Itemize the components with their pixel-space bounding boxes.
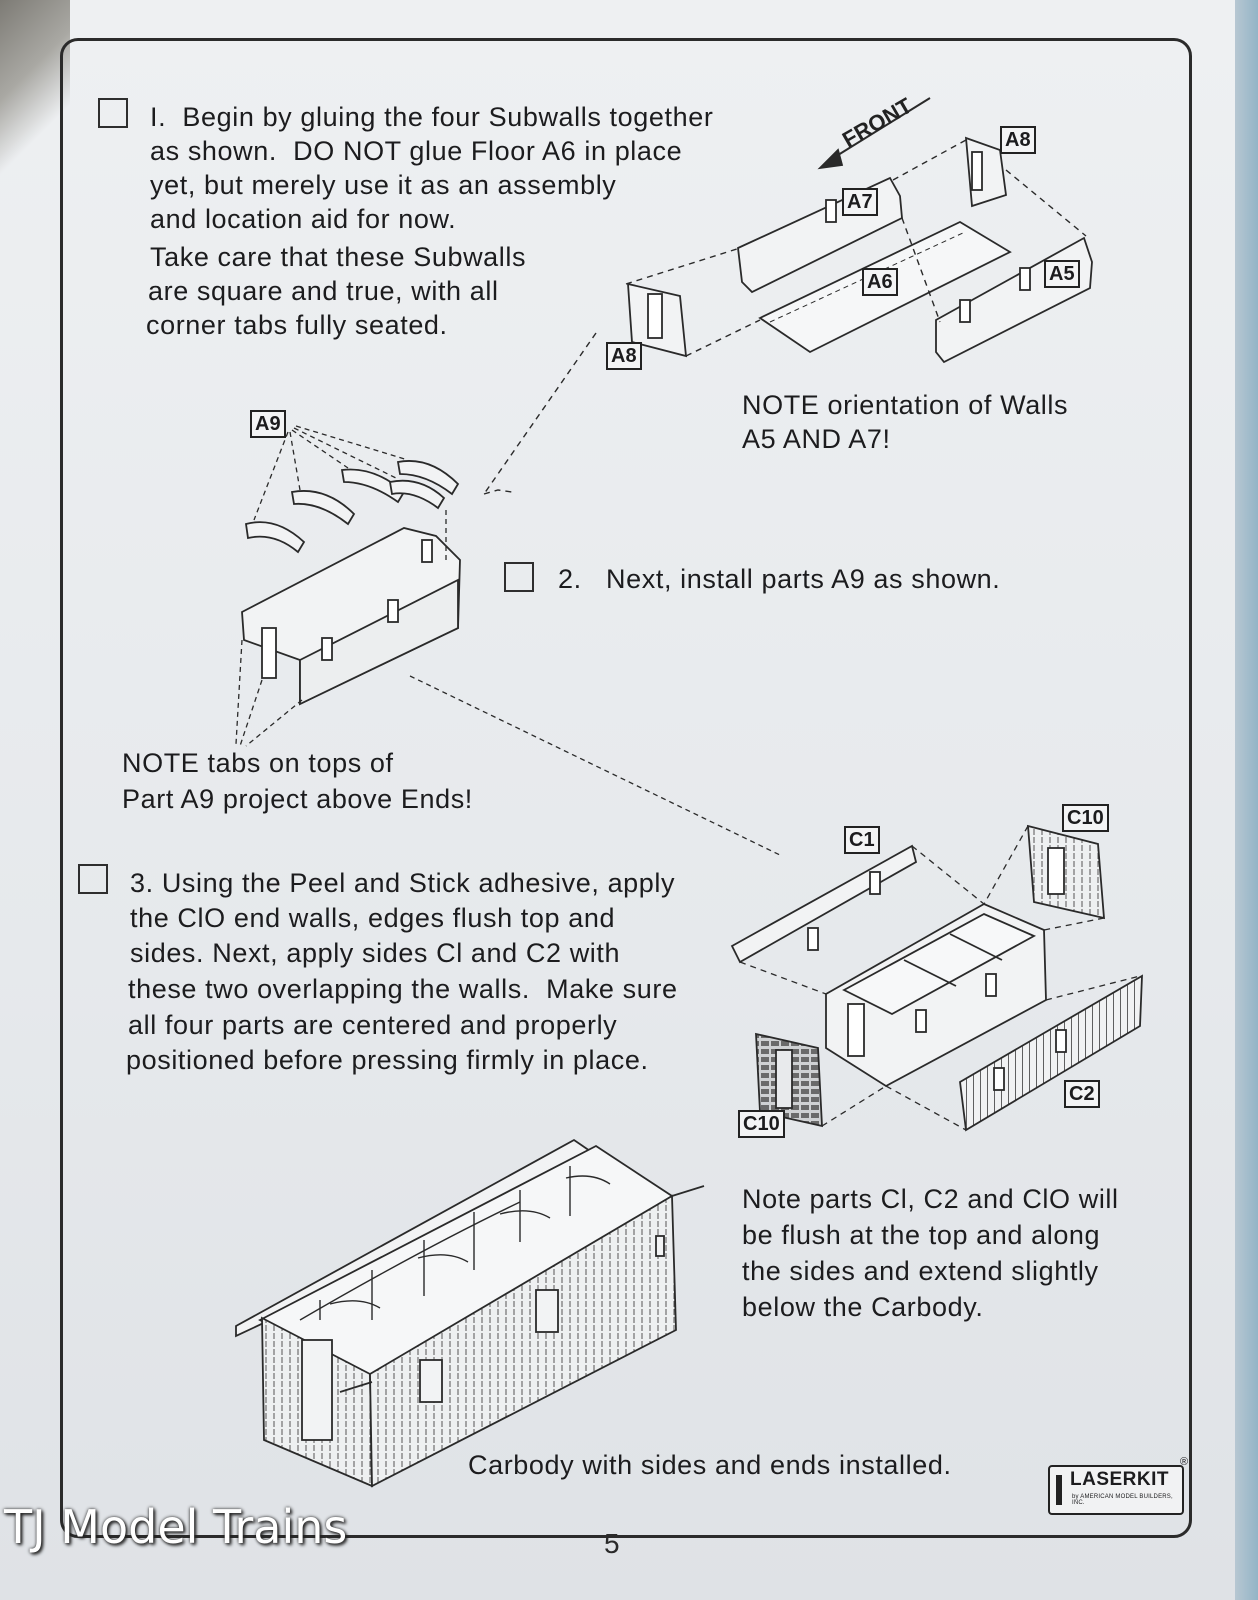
watermark: TJ Model Trains xyxy=(4,1500,348,1554)
step2-text: 2. Next, install parts A9 as shown. xyxy=(558,564,1001,594)
note-tabs-line-1: NOTE tabs on tops of xyxy=(122,748,394,778)
label-c2: C2 xyxy=(1064,1080,1100,1108)
laserkit-logo xyxy=(1048,1465,1184,1515)
step1-checkbox[interactable] xyxy=(98,98,128,128)
logo-name: LASERKIT xyxy=(1070,1469,1169,1490)
step3-line-4: these two overlapping the walls. Make sure xyxy=(128,974,678,1004)
label-a8-bottom: A8 xyxy=(606,342,642,370)
logo-subtitle: by AMERICAN MODEL BUILDERS, INC. xyxy=(1072,1494,1173,1506)
label-a5: A5 xyxy=(1044,260,1080,288)
step1-line-2: as shown. DO NOT glue Floor A6 in place xyxy=(150,136,683,166)
note-flush-line-2: be flush at the top and along xyxy=(742,1220,1101,1250)
label-c10-top: C10 xyxy=(1062,804,1109,832)
step3-line-3: sides. Next, apply sides Cl and C2 with xyxy=(130,938,621,968)
label-a7: A7 xyxy=(842,188,878,216)
step3-line-6: positioned before pressing firmly in place. xyxy=(126,1045,649,1075)
step3-checkbox[interactable] xyxy=(78,864,108,894)
step1-line-5: Take care that these Subwalls xyxy=(150,242,527,272)
label-a6: A6 xyxy=(862,268,898,296)
step3-line-5: all four parts are centered and properly xyxy=(128,1010,618,1040)
figure-caption: Carbody with sides and ends installed. xyxy=(468,1450,952,1480)
diagram-finished-carbody xyxy=(236,1140,704,1486)
note-flush-line-1: Note parts Cl, C2 and ClO will xyxy=(742,1184,1119,1214)
step2-checkbox[interactable] xyxy=(504,562,534,592)
note-walls-line-1: NOTE orientation of Walls xyxy=(742,390,1069,420)
step3-line-2: the ClO end walls, edges flush top and xyxy=(130,903,616,933)
page-number: 5 xyxy=(604,1528,620,1559)
note-flush-line-3: the sides and extend slightly xyxy=(742,1256,1099,1286)
step1-line-4: and location aid for now. xyxy=(150,204,457,234)
step1-line-1: I. Begin by gluing the four Subwalls together xyxy=(150,102,714,132)
background-edge xyxy=(1235,0,1258,1600)
registered-mark: ® xyxy=(1180,1456,1189,1468)
step1-line-3: yet, but merely use it as an assembly xyxy=(150,170,617,200)
front-label: FRONT xyxy=(838,92,917,153)
label-c1: C1 xyxy=(844,826,880,854)
step1-line-6: are square and true, with all xyxy=(148,276,499,306)
label-a9: A9 xyxy=(250,410,286,438)
step3-line-1: 3. Using the Peel and Stick adhesive, apply xyxy=(130,868,676,898)
note-tabs-line-2: Part A9 project above Ends! xyxy=(122,784,473,814)
note-flush-line-4: below the Carbody. xyxy=(742,1292,984,1322)
logo-mark-icon xyxy=(1056,1475,1062,1505)
note-walls-line-2: A5 AND A7! xyxy=(742,424,891,454)
step1-line-7: corner tabs fully seated. xyxy=(146,310,448,340)
label-a8-top: A8 xyxy=(1000,126,1036,154)
label-c10-bottom: C10 xyxy=(738,1110,785,1138)
